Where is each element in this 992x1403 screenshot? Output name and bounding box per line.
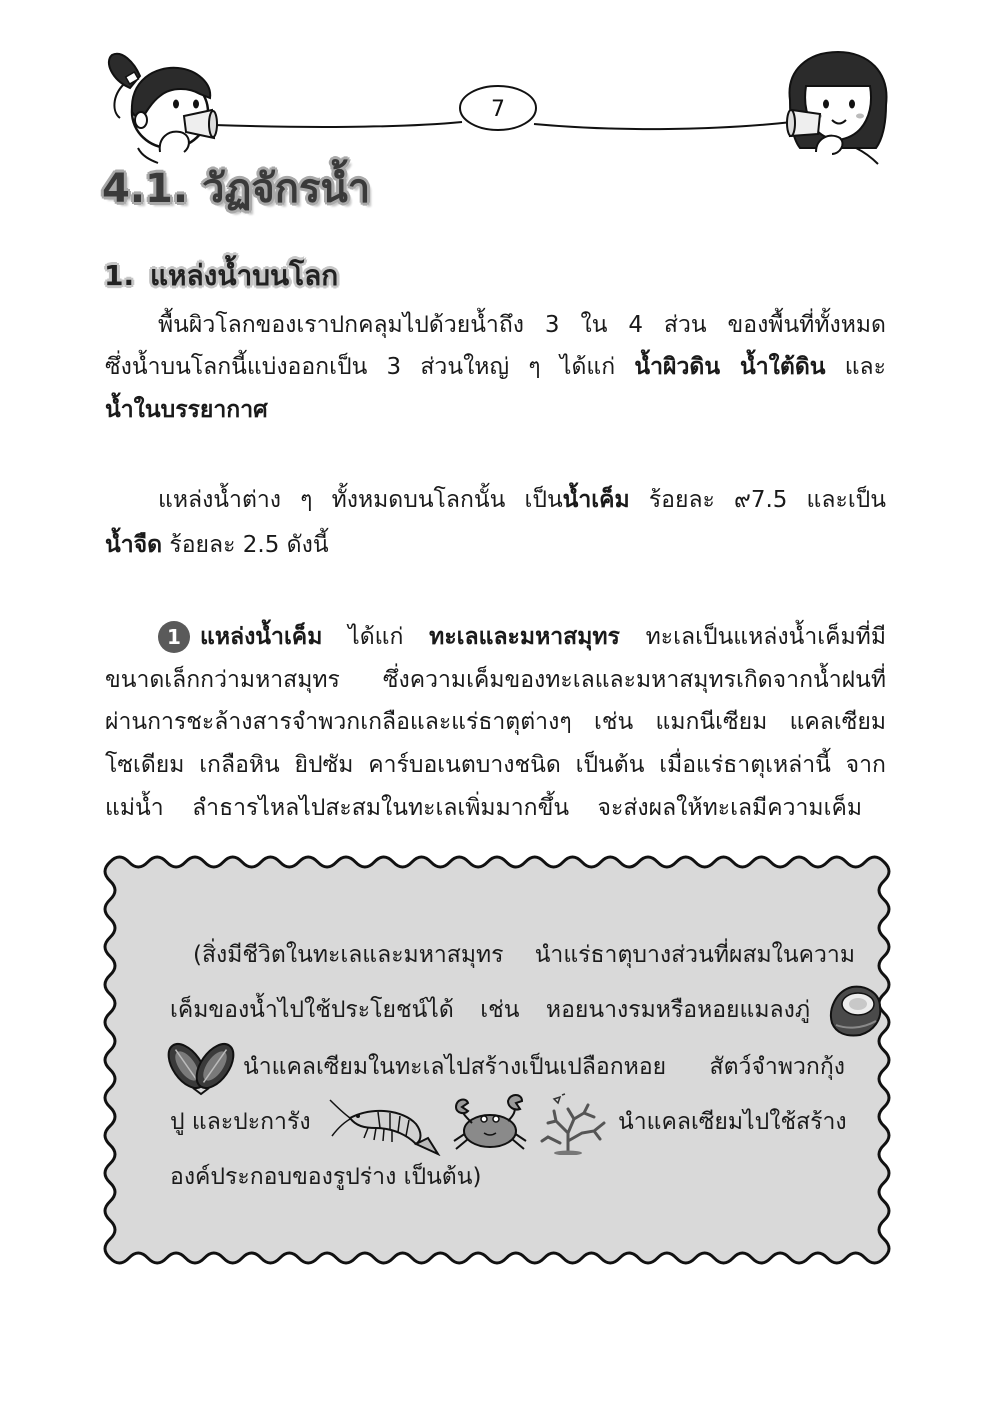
para3-line-1: [200, 616, 886, 658]
para3-line-3: ผ่านการชะล้างสารจำพวกเกลือและแร่ธาตุต่างๆ เช่น แมกนีเซียม แคลเซียม: [105, 709, 886, 735]
text-span: ซึ่งน้ำบนโลกนี้แบ่งออกเป็น 3 ส่วนใหญ่ ๆ ได้แก่: [105, 354, 635, 380]
section-heading: แหล่งน้ำบนโลก: [150, 259, 339, 292]
box-line-2: เค็มของน้ำไปใช้ประโยชน์ได้ เช่น หอยนางรมหรือหอยแมลงภู่: [170, 997, 810, 1023]
section-number: 1.: [104, 259, 135, 292]
bold-term: แหล่งน้ำเค็ม: [200, 624, 323, 650]
bold-term: น้ำผิวดิน น้ำใต้ดิน: [634, 354, 826, 380]
bold-term: ทะเลและมหาสมุทร: [429, 624, 620, 650]
para2-line-1: [158, 479, 886, 521]
bold-term: น้ำเค็ม: [562, 487, 630, 513]
chapter-title: 4.1. วัฏจักรน้ำ: [102, 166, 371, 212]
para3-line-4: โซเดียม เกลือหิน ยิปซัม คาร์บอเนตบางชนิด เป็นต้น เมื่อแร่ธาตุเหล่านี้ จาก: [105, 752, 886, 778]
mussel-icon: [163, 1038, 239, 1096]
girl-left-illustration: [109, 54, 217, 163]
bold-term: น้ำในบรรยากาศ: [105, 397, 268, 423]
para1-line-2: [105, 346, 886, 388]
para2-line-2: [105, 524, 525, 566]
box-line-4b: นำแคลเซียมไปใช้สร้าง: [618, 1109, 847, 1135]
box-line-4a: ปู และปะการัง: [170, 1109, 311, 1135]
text-span: ได้แก่: [322, 624, 430, 650]
para1-line-1: พื้นผิวโลกของเราปกคลุมไปด้วยน้ำถึง 3 ใน 4 ส่วน ของพื้นที่ทั้งหมด: [158, 312, 886, 338]
box-line-1: (สิ่งมีชีวิตในทะเลและมหาสมุทร นำแร่ธาตุบางส่วนที่ผสมในความ: [193, 942, 855, 968]
text-span: ร้อยละ ๙7.5 และเป็น: [629, 487, 886, 513]
coral-icon: [538, 1093, 614, 1155]
text-span: และ: [825, 354, 886, 380]
bold-term: น้ำจืด: [105, 532, 163, 558]
box-line-5: องค์ประกอบของรูปร่าง เป็นต้น): [170, 1164, 482, 1190]
page-number: 7: [491, 97, 505, 122]
oyster-icon: [826, 983, 884, 1039]
header-illustration: [0, 0, 992, 170]
text-span: แหล่งน้ำต่าง ๆ ทั้งหมดบนโลกนั้น เป็น: [158, 487, 563, 513]
para3-line-5: แม่น้ำ ลำธารไหลไปสะสมในทะเลเพิ่มมากขึ้น จะส่งผลให้ทะเลมีความเค็ม: [105, 795, 862, 821]
number-circle-marker: 1: [158, 621, 190, 653]
girl-right-illustration: [787, 52, 886, 164]
crab-icon: [448, 1093, 532, 1155]
box-line-3: นำแคลเซียมในทะเลไปสร้างเป็นเปลือกหอย สัตว์จำพวกกุ้ง: [243, 1054, 845, 1080]
text-span: ร้อยละ 2.5 ดังนี้: [162, 532, 329, 558]
para1-line-3: [105, 389, 425, 431]
para3-line-2: ขนาดเล็กกว่ามหาสมุทร ซึ่งความเค็มของทะเลและมหาสมุทรเกิดจากน้ำฝนที่: [105, 667, 886, 693]
shrimp-icon: [328, 1098, 442, 1156]
text-span: ทะเลเป็นแหล่งน้ำเค็มที่มี: [619, 624, 886, 650]
